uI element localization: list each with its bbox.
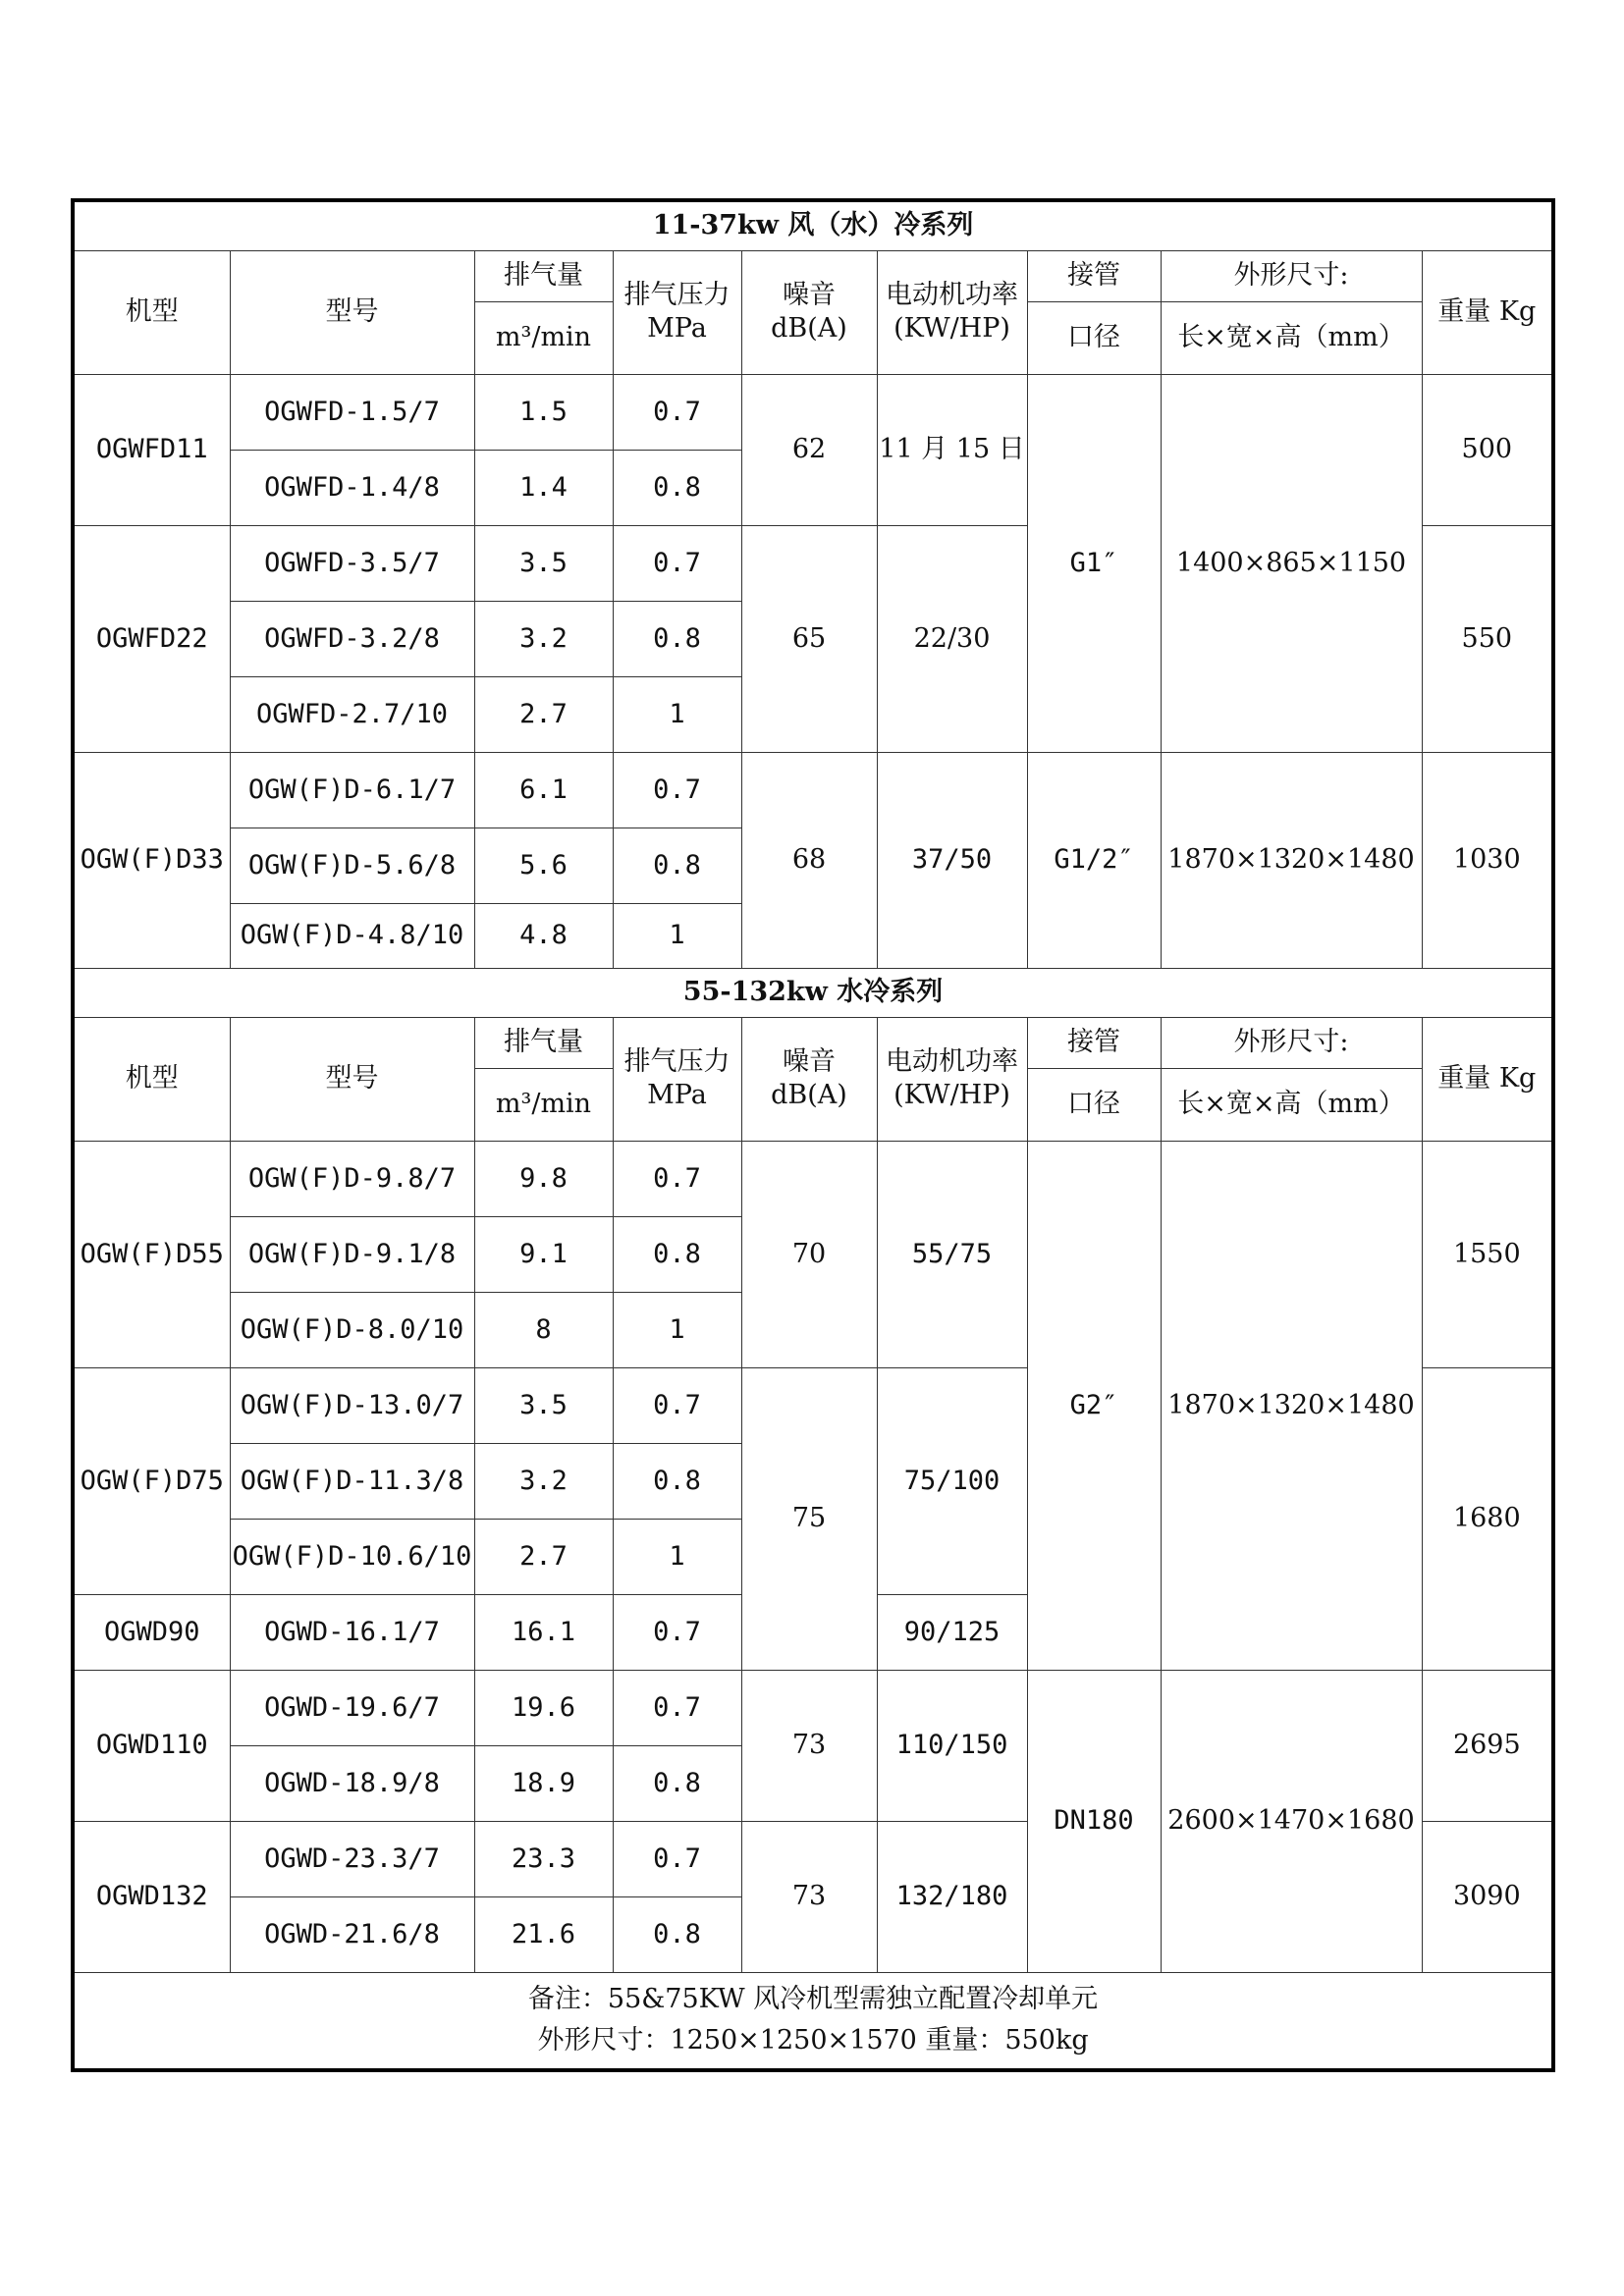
volume-cell: 18.9: [474, 1745, 613, 1821]
type-cell: OGWD-21.6/8: [230, 1896, 474, 1972]
noise-cell: 65: [741, 525, 877, 752]
section1-header-row-1: [73, 250, 1553, 301]
header-pressure-label: 排气压力: [623, 1046, 731, 1078]
weight-cell: 2695: [1422, 1670, 1553, 1821]
type-cell: OGWD-19.6/7: [230, 1670, 474, 1745]
noise-cell: 62: [741, 374, 877, 525]
pressure-cell: 0.8: [613, 1896, 741, 1972]
type-cell: OGW(F)D-4.8/10: [230, 903, 474, 968]
note-line-2: 外形尺寸：1250×1250×1570 重量：550kg: [537, 2025, 1089, 2056]
pressure-cell: 1: [613, 1292, 741, 1367]
table-row: [73, 1141, 1553, 1216]
type-cell: OGWFD-1.4/8: [230, 450, 474, 525]
section1-title-row: [73, 200, 1553, 250]
header-pipe-sub: 口径: [1027, 1068, 1161, 1141]
model-cell: OGW(F)D75: [73, 1367, 230, 1594]
type-cell: OGWD-23.3/7: [230, 1821, 474, 1896]
pressure-cell: 0.8: [613, 601, 741, 676]
pressure-cell: 0.7: [613, 1141, 741, 1216]
power-cell: 132/180: [877, 1821, 1027, 1972]
type-cell: OGW(F)D-6.1/7: [230, 752, 474, 828]
volume-cell: 4.8: [474, 903, 613, 968]
section2-title-row: [73, 968, 1553, 1017]
header-dimensions: 外形尺寸:: [1161, 250, 1422, 301]
type-cell: OGWFD-2.7/10: [230, 676, 474, 752]
pressure-cell: 0.8: [613, 450, 741, 525]
header-noise-label: 噪音: [783, 1046, 836, 1078]
header-dimensions-sub: 长×宽×高（mm）: [1161, 301, 1422, 374]
header-noise-unit: dB(A): [771, 313, 847, 344]
volume-cell: 23.3: [474, 1821, 613, 1896]
header-model: 机型: [73, 250, 230, 374]
noise-cell: 73: [741, 1670, 877, 1821]
type-cell: OGW(F)D-11.3/8: [230, 1443, 474, 1519]
volume-cell: 1.4: [474, 450, 613, 525]
volume-cell: 5.6: [474, 828, 613, 903]
type-cell: OGWD-16.1/7: [230, 1594, 474, 1670]
pressure-cell: 1: [613, 1519, 741, 1594]
header-air-volume: 排气量: [474, 250, 613, 301]
weight-cell: 550: [1422, 525, 1553, 752]
dimensions-cell: 1870×1320×1480: [1161, 752, 1422, 968]
header-pipe-sub: 口径: [1027, 301, 1161, 374]
model-cell: OGWD90: [73, 1594, 230, 1670]
type-cell: OGW(F)D-8.0/10: [230, 1292, 474, 1367]
volume-cell: 9.8: [474, 1141, 613, 1216]
header-type: 型号: [230, 250, 474, 374]
pressure-cell: 0.7: [613, 1670, 741, 1745]
header-pressure-unit: MPa: [647, 313, 707, 344]
weight-cell: 3090: [1422, 1821, 1553, 1972]
table-row: [73, 1670, 1553, 1745]
header-motor-power-label: 电动机功率: [886, 280, 1018, 311]
power-cell: 11 月 15 日: [877, 374, 1027, 525]
header-type: 型号: [230, 1017, 474, 1141]
volume-cell: 3.5: [474, 1367, 613, 1443]
header-air-volume-unit: m³/min: [474, 301, 613, 374]
pipe-cell: DN180: [1027, 1670, 1161, 1972]
dimensions-cell: 1400×865×1150: [1161, 374, 1422, 752]
type-cell: OGW(F)D-9.8/7: [230, 1141, 474, 1216]
header-noise: [741, 1017, 877, 1141]
volume-cell: 8: [474, 1292, 613, 1367]
header-weight: 重量 Kg: [1422, 1017, 1553, 1141]
header-motor-power: [877, 250, 1027, 374]
volume-cell: 3.2: [474, 1443, 613, 1519]
header-motor-power-unit: (KW/HP): [893, 1080, 1010, 1110]
header-noise-unit: dB(A): [771, 1080, 847, 1110]
pressure-cell: 0.7: [613, 1594, 741, 1670]
volume-cell: 3.2: [474, 601, 613, 676]
pressure-cell: 0.7: [613, 374, 741, 450]
model-cell: OGWD132: [73, 1821, 230, 1972]
power-cell: 22/30: [877, 525, 1027, 752]
type-cell: OGW(F)D-5.6/8: [230, 828, 474, 903]
pressure-cell: 0.7: [613, 752, 741, 828]
model-cell: OGWFD22: [73, 525, 230, 752]
section2-title: 55-132kw 水冷系列: [73, 968, 1553, 1017]
pressure-cell: 0.8: [613, 1443, 741, 1519]
weight-cell: 1680: [1422, 1367, 1553, 1670]
type-cell: OGWFD-3.2/8: [230, 601, 474, 676]
power-cell: 75/100: [877, 1367, 1027, 1594]
pressure-cell: 0.7: [613, 1367, 741, 1443]
table-row: [73, 752, 1553, 828]
volume-cell: 19.6: [474, 1670, 613, 1745]
type-cell: OGW(F)D-13.0/7: [230, 1367, 474, 1443]
weight-cell: 1030: [1422, 752, 1553, 968]
model-cell: OGW(F)D33: [73, 752, 230, 968]
volume-cell: 3.5: [474, 525, 613, 601]
pressure-cell: 0.8: [613, 1216, 741, 1292]
pressure-cell: 0.7: [613, 1821, 741, 1896]
power-cell: 55/75: [877, 1141, 1027, 1367]
header-air-volume-unit: m³/min: [474, 1068, 613, 1141]
note-cell: [73, 1972, 1553, 2070]
type-cell: OGWD-18.9/8: [230, 1745, 474, 1821]
header-pressure: [613, 250, 741, 374]
header-weight: 重量 Kg: [1422, 250, 1553, 374]
pressure-cell: 0.7: [613, 525, 741, 601]
volume-cell: 6.1: [474, 752, 613, 828]
header-dimensions-sub: 长×宽×高（mm）: [1161, 1068, 1422, 1141]
spec-table: [71, 198, 1555, 2072]
noise-cell: 70: [741, 1141, 877, 1367]
header-pressure-label: 排气压力: [623, 280, 731, 311]
weight-cell: 1550: [1422, 1141, 1553, 1367]
pipe-cell: G1/2″: [1027, 752, 1161, 968]
type-cell: OGW(F)D-10.6/10: [230, 1519, 474, 1594]
dimensions-cell: 1870×1320×1480: [1161, 1141, 1422, 1670]
note-line-1: 备注：55&75KW 风冷机型需独立配置冷却单元: [527, 1984, 1099, 2015]
weight-cell: 500: [1422, 374, 1553, 525]
volume-cell: 2.7: [474, 1519, 613, 1594]
header-air-volume: 排气量: [474, 1017, 613, 1068]
pressure-cell: 1: [613, 903, 741, 968]
volume-cell: 1.5: [474, 374, 613, 450]
dimensions-cell: 2600×1470×1680: [1161, 1670, 1422, 1972]
header-pipe: 接管: [1027, 250, 1161, 301]
volume-cell: 21.6: [474, 1896, 613, 1972]
noise-cell: 75: [741, 1367, 877, 1670]
model-cell: OGWFD11: [73, 374, 230, 525]
noise-cell: 73: [741, 1821, 877, 1972]
model-cell: OGW(F)D55: [73, 1141, 230, 1367]
header-motor-power-label: 电动机功率: [886, 1046, 1018, 1078]
power-cell: 110/150: [877, 1670, 1027, 1821]
header-model: 机型: [73, 1017, 230, 1141]
volume-cell: 9.1: [474, 1216, 613, 1292]
pressure-cell: 0.8: [613, 828, 741, 903]
header-dimensions: 外形尺寸:: [1161, 1017, 1422, 1068]
note-row: [73, 1972, 1553, 2070]
header-motor-power: [877, 1017, 1027, 1141]
pipe-cell: G1″: [1027, 374, 1161, 752]
type-cell: OGWFD-3.5/7: [230, 525, 474, 601]
table-row: [73, 374, 1553, 450]
header-pressure-unit: MPa: [647, 1080, 707, 1110]
type-cell: OGWFD-1.5/7: [230, 374, 474, 450]
pipe-cell: G2″: [1027, 1141, 1161, 1670]
model-cell: OGWD110: [73, 1670, 230, 1821]
header-pipe: 接管: [1027, 1017, 1161, 1068]
section2-header-row-1: [73, 1017, 1553, 1068]
power-cell: 90/125: [877, 1594, 1027, 1670]
volume-cell: 2.7: [474, 676, 613, 752]
noise-cell: 68: [741, 752, 877, 968]
volume-cell: 16.1: [474, 1594, 613, 1670]
pressure-cell: 1: [613, 676, 741, 752]
header-motor-power-unit: (KW/HP): [893, 313, 1010, 344]
section1-title: 11-37kw 风（水）冷系列: [73, 200, 1553, 250]
header-noise: [741, 250, 877, 374]
power-cell: 37/50: [877, 752, 1027, 968]
type-cell: OGW(F)D-9.1/8: [230, 1216, 474, 1292]
header-pressure: [613, 1017, 741, 1141]
header-noise-label: 噪音: [783, 280, 836, 311]
pressure-cell: 0.8: [613, 1745, 741, 1821]
